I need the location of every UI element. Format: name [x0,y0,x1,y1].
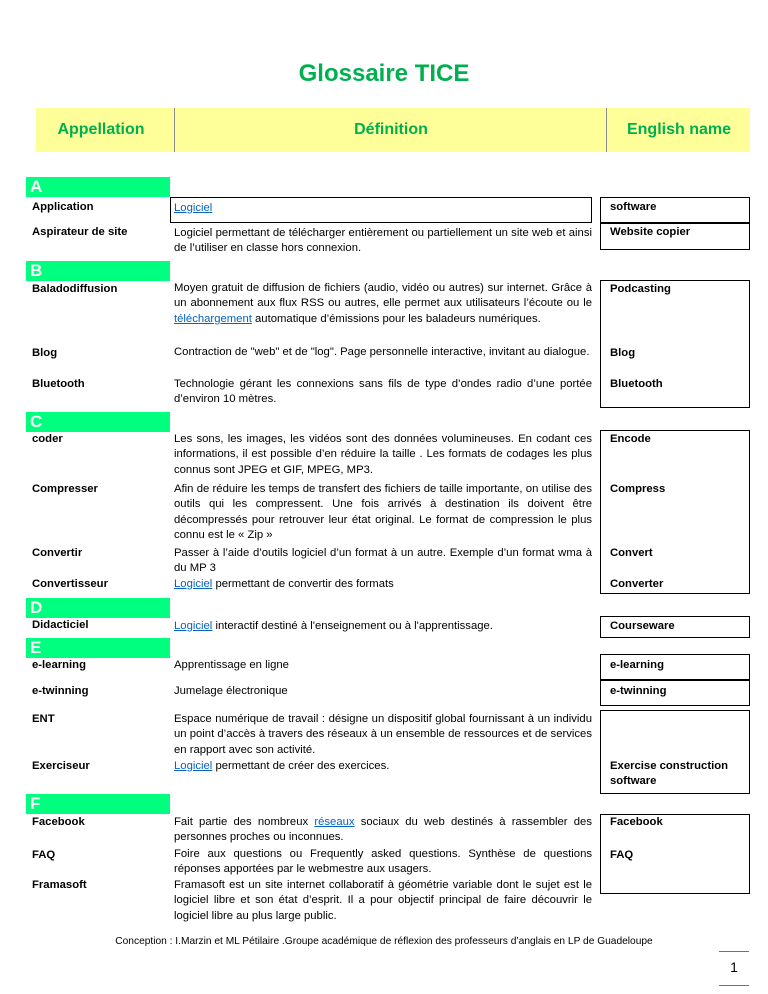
term: Compresser [32,483,98,495]
english-box [600,430,750,594]
definition: Contraction de "web" et de "log". Page personnelle interactive, invitant au dialogue. [174,346,590,358]
page-number-box [719,951,749,993]
english-name: Courseware [610,620,675,632]
definition: Afin de réduire les temps de transfert des fichiers de taille importante, on utilise des outils qui les compressent. Une fois arrivés à destination ils doivent être décompressés pour retrouver leur état original. Le format de compression le plus connu est le « Zip » [174,483,592,542]
definition: Passer à l’aide d’outils logiciel d’un format à un autre. Exemple d’un format wma à du MP 3 [174,547,592,575]
footer-credit: Conception : I.Marzin et ML Pétilaire .Groupe académique de réflexion des professeurs d’anglais en LP de Guadeloupe [115,936,653,947]
english-name: Exercise construction software [610,760,729,788]
header-divider [174,108,175,152]
definition-link-text[interactable]: Logiciel [174,202,213,214]
definition-link[interactable]: réseaux [314,816,355,828]
page-number: 1 [730,959,738,975]
english-name: Podcasting [610,283,671,295]
definition: Logiciel interactif destiné à l'enseignement ou à l'apprentissage. [174,620,493,632]
english-name: Website copier [610,226,691,238]
english-name: software [610,201,657,213]
definition-link[interactable]: Logiciel [174,760,213,772]
header-appellation: Appellation [57,121,145,138]
definition-link[interactable]: téléchargement [174,312,252,325]
header-divider [606,108,607,152]
section-letter-c: C [26,412,170,432]
english-name: Facebook [610,816,663,828]
term: Bluetooth [32,378,85,390]
term: Aspirateur de site [32,226,128,238]
term: ENT [32,713,55,725]
english-name: Converter [610,578,664,590]
english-name: Blog [610,347,636,359]
term: Framasoft [32,879,87,891]
definition: Logiciel permettant de créer des exercices. [174,760,390,772]
term: Application [32,201,94,213]
term: Baladodiffusion [32,283,118,295]
term: FAQ [32,849,56,861]
definition: Foire aux questions ou Frequently asked questions. Synthèse de questions réponses apportées par le webmestre aux usagers. [174,848,592,876]
section-letter-a: A [26,177,170,197]
definition-link[interactable]: Logiciel [174,620,213,632]
definition-link[interactable] [174,201,592,216]
section-letter-e: E [26,638,170,658]
english-name: FAQ [610,849,634,861]
page-number-rule [719,951,749,952]
english-name: Convert [610,547,653,559]
english-name: e-learning [610,659,664,671]
definition-link[interactable]: Logiciel [174,578,213,590]
term: coder [32,433,63,445]
definition: Framasoft est un site internet collaboratif à géométrie variable dont le sujet est le logiciel libre et son état d’esprit. Il a pour objectif principal de faire découvrir le logiciel libre au plus large public. [174,879,592,922]
term: Didacticiel [32,619,89,631]
document-title: Glossaire TICE [298,60,470,87]
term: e-twinning [32,685,89,697]
term: Exerciseur [32,760,90,772]
section-letter-b: B [26,261,170,281]
header-definition: Définition [354,121,428,138]
term: Facebook [32,816,85,828]
term: Convertir [32,547,83,559]
definition: Apprentissage en ligne [174,659,289,671]
definition: Logiciel permettant de télécharger entièrement ou partiellement un site web et ainsi de l’utiliser en classe hors connexion. [174,227,592,255]
english-name: e-twinning [610,685,667,697]
header-english-name: English name [626,121,732,138]
definition: Fait partie des nombreux réseaux sociaux du web destinés à rassembler des personnes proches ou inconnues. [174,816,592,844]
definition: Logiciel permettant de convertir des formats [174,578,394,590]
section-letter-d: D [26,598,170,618]
term: Blog [32,347,58,359]
page-number-rule [719,985,749,986]
definition: Espace numérique de travail : désigne un dispositif global fournissant à un individu un point d’accès à travers des réseaux à un ensemble de ressources et de services en rapport avec son activité. [174,713,592,756]
definition: Moyen gratuit de diffusion de fichiers (audio, vidéo ou autres) sur internet. Grâce à un abonnement aux flux RSS ou autres, elle permet aux utilisateurs l’écoute ou le téléchargement automatique d’émissions pour les baladeurs numériques. [174,282,592,325]
english-name: Bluetooth [610,378,663,390]
table-header [36,108,750,152]
definition: Les sons, les images, les vidéos sont des données volumineuses. En codant ces informations, il est possible d’en réduire la taille . Les formats de codages les plus connus sont JPEG et GIF, MPEG, MP3. [174,433,592,476]
definition: Jumelage électronique [174,685,288,697]
english-name: Compress [610,483,666,495]
term: e-learning [32,659,86,671]
section-letter-f: F [26,794,170,814]
term: Convertisseur [32,578,108,590]
english-name: Encode [610,433,651,445]
definition: Technologie gérant les connexions sans fils de type d’ondes radio d’une portée d’environ 10 mètres. [174,378,592,406]
